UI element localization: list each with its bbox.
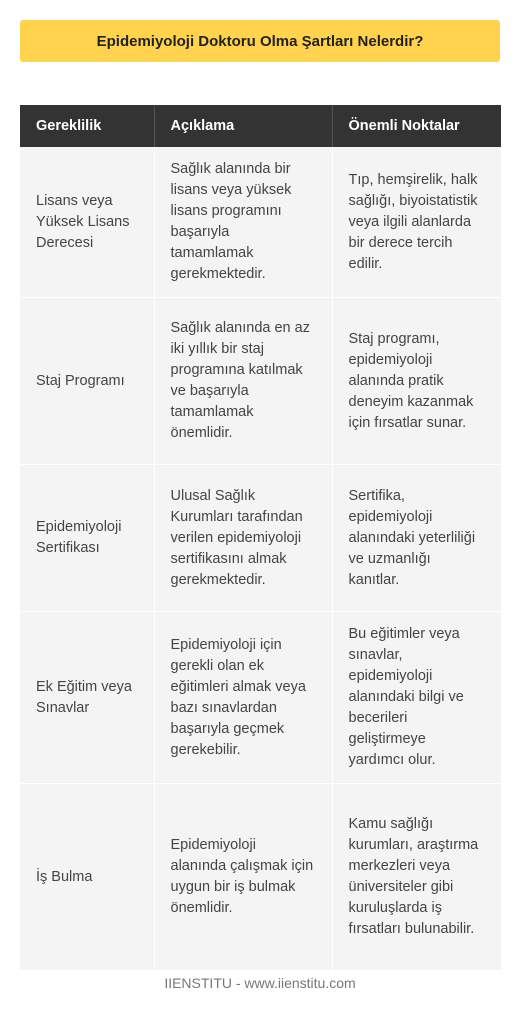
header-onemli-noktalar: Önemli Noktalar xyxy=(332,105,501,147)
key-points-cell: Staj programı, epidemiyoloji alanında pratik deneyim kazanmak için fırsatlar sunar. xyxy=(332,298,501,465)
requirement-cell: Staj Programı xyxy=(20,298,154,465)
table-row xyxy=(20,465,501,612)
description-cell: Ulusal Sağlık Kurumları tarafından verilen epidemiyoloji sertifikasını almak gerekmektedir. xyxy=(154,465,332,612)
requirements-table xyxy=(20,105,501,971)
table-row xyxy=(20,784,501,971)
table-row xyxy=(20,612,501,784)
key-points-cell: Tıp, hemşirelik, halk sağlığı, biyoistatistik veya ilgili alanlarda bir derece tercih edilir. xyxy=(332,147,501,298)
description-cell: Sağlık alanında bir lisans veya yüksek lisans programını başarıyla tamamlamak gerekmektedir. xyxy=(154,147,332,298)
description-cell: Sağlık alanında en az iki yıllık bir staj programına katılmak ve başarıyla tamamlamak önemlidir. xyxy=(154,298,332,465)
description-cell: Epidemiyoloji alanında çalışmak için uygun bir iş bulmak önemlidir. xyxy=(154,784,332,971)
table-row xyxy=(20,298,501,465)
page-title: Epidemiyoloji Doktoru Olma Şartları Nelerdir? xyxy=(20,20,500,62)
key-points-cell: Sertifika, epidemiyoloji alanındaki yeterliliği ve uzmanlığı kanıtlar. xyxy=(332,465,501,612)
requirement-cell: İş Bulma xyxy=(20,784,154,971)
header-gereklilik: Gereklilik xyxy=(20,105,154,147)
table-row xyxy=(20,147,501,298)
key-points-cell: Kamu sağlığı kurumları, araştırma merkezleri veya üniversiteler gibi kuruluşlarda iş fırsatları bulunabilir. xyxy=(332,784,501,971)
key-points-cell: Bu eğitimler veya sınavlar, epidemiyoloji alanındaki bilgi ve becerileri geliştirmeye yardımcı olur. xyxy=(332,612,501,784)
requirement-cell: Epidemiyoloji Sertifikası xyxy=(20,465,154,612)
table-header-row xyxy=(20,105,501,147)
header-aciklama: Açıklama xyxy=(154,105,332,147)
requirement-cell: Lisans veya Yüksek Lisans Derecesi xyxy=(20,147,154,298)
description-cell: Epidemiyoloji için gerekli olan ek eğitimleri almak veya bazı sınavlardan başarıyla geçmek gerekebilir. xyxy=(154,612,332,784)
requirement-cell: Ek Eğitim veya Sınavlar xyxy=(20,612,154,784)
footer-source: IIENSTITU - www.iienstitu.com xyxy=(164,975,356,991)
